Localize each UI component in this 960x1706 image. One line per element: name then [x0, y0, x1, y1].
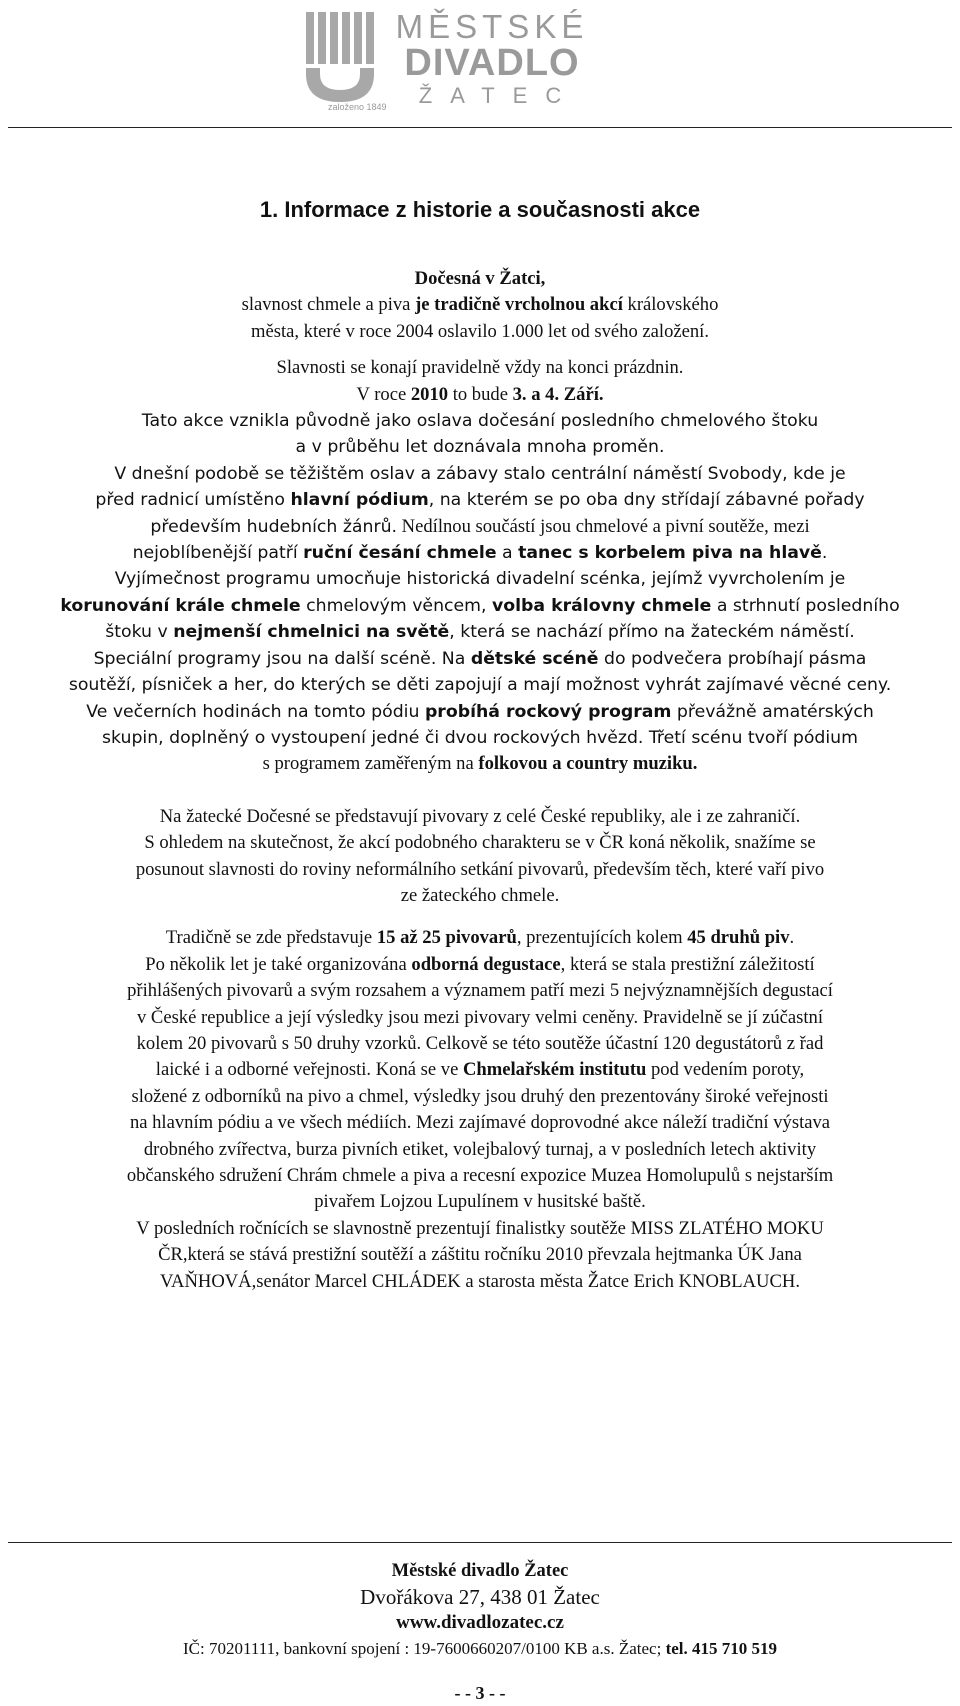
- tasting-line: v České republice a její výsledky jsou mezi pivovary velmi ceněny. Pravidelně se jí zúčastní: [136, 1006, 824, 1028]
- program-line: Speciální programy jsou na další scéně. Na dětské scéně do podvečera probíhají pásma: [93, 648, 867, 669]
- theatre-emblem-icon: [300, 8, 390, 108]
- logo-founded-year: založeno 1849: [328, 102, 387, 112]
- footer-website-link[interactable]: www.divadlozatec.cz: [396, 1612, 564, 1633]
- theatre-logo: [300, 8, 600, 116]
- program-line: nejoblíbenější patří ruční česání chmele a tanec s korbelem piva na hlavě.: [132, 543, 828, 564]
- program-line: před radnicí umístěno hlavní pódium, na kterém se po oba dny střídají zábavné pořady: [95, 490, 865, 511]
- tasting-line: VAŇHOVÁ,senátor Marcel CHLÁDEK a starosta města Žatce Erich KNOBLAUCH.: [160, 1270, 800, 1292]
- intro-date-line: V roce 2010 to bude 3. a 4. Září.: [356, 383, 604, 405]
- footer-ids-text: IČ: 70201111, bankovní spojení : 19-7600660207/0100 KB a.s. Žatec;: [183, 1639, 666, 1658]
- tasting-line: Po několik let je také organizována odborná degustace, která se stala prestižní záležitostí: [145, 953, 815, 975]
- intro-block: [0, 266, 960, 461]
- tasting-line: přihlášených pivovarů a svým rozsahem a významem patří mezi 5 nejvýznamnějších degustací: [127, 980, 833, 1002]
- breweries-line: posunout slavnosti do roviny neformálního setkání pivovarů, především těch, které vaří pivo: [135, 858, 825, 880]
- program-line: korunování krále chmele chmelovým věncem, volba královny chmele a strhnutí posledního: [60, 595, 900, 616]
- tasting-line: laické i a odborné veřejnosti. Koná se ve Chmelařském institutu pod vedením poroty,: [155, 1059, 805, 1081]
- tasting-line: občanského sdružení Chrám chmele a piva a recesní expozice Muzea Homolupulů s nejstarším: [126, 1165, 834, 1186]
- program-line: Ve večerních hodinách na tomto pódiu probíhá rockový program převážně amatérských: [86, 701, 874, 722]
- document-body: [0, 196, 960, 1295]
- intro-line: Slavnosti se konají pravidelně vždy na konci prázdnin.: [276, 357, 684, 379]
- logo-line-2: DIVADLO: [404, 42, 580, 84]
- page-number: - - 3 - -: [454, 1683, 506, 1703]
- intro-line: města, které v roce 2004 oslavilo 1.000 let od svého založení.: [251, 320, 709, 342]
- intro-line: Tato akce vznikla původně jako oslava dočesání posledního chmelového štoku: [141, 411, 819, 432]
- logo-wordmark: [392, 10, 592, 110]
- tasting-line: V posledních ročnících se slavnostně prezentují finalistky soutěže MISS ZLATÉHO MOKU: [136, 1217, 824, 1239]
- program-line: především hudebních žánrů. Nedílnou součástí jsou chmelové a pivní soutěže, mezi: [150, 515, 810, 537]
- intro-line: a v průběhu let doznávala mnoha proměn.: [295, 437, 665, 458]
- program-line: Vyjímečnost programu umocňuje historická divadelní scénka, jejímž vyvrcholením je: [114, 569, 846, 590]
- program-line: V dnešní podobě se těžištěm oslav a zábavy stalo centrální náměstí Svobody, kde je: [114, 463, 846, 484]
- tasting-line: pivařem Lojzou Lupulínem v husitské baště.: [314, 1191, 646, 1213]
- footer-phone: tel. 415 710 519: [665, 1639, 777, 1658]
- program-line: skupin, doplněný o vystoupení jedné či dvou rockových hvězd. Třetí scénu tvoří pódium: [102, 727, 858, 748]
- tasting-block: [0, 925, 960, 1295]
- footer-address: Dvořákova 27, 438 01 Žatec: [360, 1585, 600, 1609]
- tasting-line: Tradičně se zde představuje 15 až 25 pivovarů, prezentujících kolem 45 druhů piv.: [165, 927, 795, 949]
- intro-line: slavnost chmele a piva je tradičně vrcholnou akcí královského: [241, 294, 719, 316]
- header-divider: [8, 127, 952, 128]
- breweries-line: S ohledem na skutečnost, že akcí podobného charakteru se v ČR koná několik, snažíme se: [144, 832, 816, 854]
- tasting-line: kolem 20 pivovarů s 50 druhy vzorků. Celkově se této soutěže účastní 120 degustátorů z řad: [136, 1032, 824, 1054]
- tasting-line: ČR,která se stává prestižní soutěží a záštitu ročníku 2010 převzala hejtmanka ÚK Jana: [158, 1244, 802, 1266]
- section-heading: 1. Informace z historie a současnosti akce: [259, 197, 701, 222]
- tasting-line: složené z odborníků na pivo a chmel, výsledky jsou druhý den prezentovány široké veřejnosti: [131, 1085, 829, 1107]
- breweries-line: ze žateckého chmele.: [400, 884, 560, 906]
- tasting-line: drobného zvířectva, burza pivních etiket, volejbalový turnaj, a v posledních letech aktivity: [143, 1138, 817, 1160]
- program-line: soutěží, písniček a her, do kterých se děti zapojují a mají možnost vyhrát zajímavé věcné ceny.: [68, 675, 892, 696]
- breweries-line: Na žatecké Dočesné se představují pivovary z celé České republiky, ale i ze zahraničí.: [159, 805, 801, 827]
- tasting-line: na hlavním pódiu a ve všech médiích. Mezi zajímavé doprovodné akce náleží tradiční výstava: [129, 1112, 831, 1134]
- program-line: s programem zaměřeným na folkovou a country muziku.: [262, 753, 698, 775]
- program-block: [0, 461, 960, 778]
- intro-title: Dočesná v Žatci,: [414, 268, 546, 289]
- page-footer: [0, 1558, 960, 1706]
- footer-organization: Městské divadlo Žatec: [391, 1561, 569, 1581]
- logo-line-3: ŽATEC: [418, 83, 580, 108]
- footer-divider: [8, 1542, 952, 1543]
- logo-line-1: MĚSTSKÉ: [395, 8, 589, 45]
- footer-identifiers: [0, 1636, 960, 1662]
- breweries-block: [0, 804, 960, 910]
- program-line: štoku v nejmenší chmelnici na světě, která se nachází přímo na žateckém náměstí.: [105, 622, 855, 643]
